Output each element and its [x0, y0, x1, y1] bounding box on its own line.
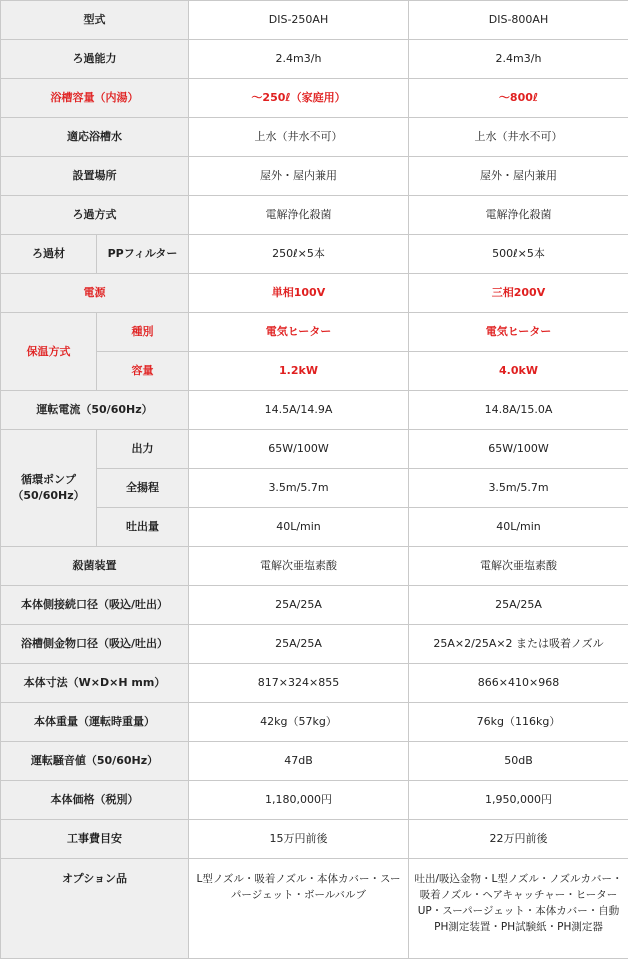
power-value-2: 三相200V	[409, 274, 628, 313]
sterilizer-value-1: 電解次亜塩素酸	[189, 547, 409, 586]
spec-row-current	[1, 391, 628, 430]
construction-label: 工事費目安	[1, 820, 189, 859]
tub-port-label: 浴槽側金物口径（吸込/吐出）	[1, 625, 189, 664]
pump-output-label: 出力	[97, 430, 189, 469]
weight-value-1: 42kg（57kg）	[189, 703, 409, 742]
current-label: 運転電流（50/60Hz）	[1, 391, 189, 430]
dimensions-value-1: 817×324×855	[189, 664, 409, 703]
noise-label: 運転騒音値（50/60Hz）	[1, 742, 189, 781]
capacity-value-2: ～800ℓ	[409, 79, 628, 118]
spec-row-model	[1, 1, 628, 40]
pump-head-label: 全揚程	[97, 469, 189, 508]
body-port-label: 本体側接続口径（吸込/吐出）	[1, 586, 189, 625]
spec-row-body-port	[1, 586, 628, 625]
spec-row-noise	[1, 742, 628, 781]
filtration-value-1: 2.4m3/h	[189, 40, 409, 79]
model-2: DIS-800AH	[409, 1, 628, 40]
install-label: 設置場所	[1, 157, 189, 196]
noise-value-1: 47dB	[189, 742, 409, 781]
construction-value-2: 22万円前後	[409, 820, 628, 859]
spec-row-price	[1, 781, 628, 820]
pump-label-line2: （50/60Hz）	[12, 489, 85, 502]
model-label: 型式	[1, 1, 189, 40]
power-label: 電源	[1, 274, 189, 313]
spec-row-media	[1, 235, 628, 274]
media-sub-label: PPフィルター	[97, 235, 189, 274]
spec-row-pump-output	[1, 430, 628, 469]
spec-row-weight	[1, 703, 628, 742]
spec-row-dimensions	[1, 664, 628, 703]
price-value-1: 1,180,000円	[189, 781, 409, 820]
pump-label-line1: 循環ポンプ	[21, 473, 76, 486]
body-port-value-1: 25A/25A	[189, 586, 409, 625]
sterilizer-value-2: 電解次亜塩素酸	[409, 547, 628, 586]
noise-value-2: 50dB	[409, 742, 628, 781]
spec-row-tub-port	[1, 625, 628, 664]
pump-output-value-2: 65W/100W	[409, 430, 628, 469]
price-value-2: 1,950,000円	[409, 781, 628, 820]
pump-head-value-1: 3.5m/5.7m	[189, 469, 409, 508]
method-value-1: 電解浄化殺菌	[189, 196, 409, 235]
options-label: オプション品	[1, 859, 189, 959]
method-label: ろ過方式	[1, 196, 189, 235]
pump-flow-value-2: 40L/min	[409, 508, 628, 547]
spec-row-power	[1, 274, 628, 313]
construction-value-1: 15万円前後	[189, 820, 409, 859]
capacity-label: 浴槽容量（内湯）	[1, 79, 189, 118]
pump-head-value-2: 3.5m/5.7m	[409, 469, 628, 508]
water-value-1: 上水（井水不可）	[189, 118, 409, 157]
spec-row-options	[1, 859, 628, 959]
heating-type-label: 種別	[97, 313, 189, 352]
tub-port-value-1: 25A/25A	[189, 625, 409, 664]
spec-row-heating-type	[1, 313, 628, 352]
capacity-value-1: ～250ℓ（家庭用）	[189, 79, 409, 118]
spec-row-water	[1, 118, 628, 157]
water-value-2: 上水（井水不可）	[409, 118, 628, 157]
model-1: DIS-250AH	[189, 1, 409, 40]
spec-row-sterilizer	[1, 547, 628, 586]
dimensions-value-2: 866×410×968	[409, 664, 628, 703]
media-value-2: 500ℓ×5本	[409, 235, 628, 274]
heating-cap-value-1: 1.2kW	[189, 352, 409, 391]
heating-label: 保温方式	[1, 313, 97, 391]
heating-type-value-2: 電気ヒーター	[409, 313, 628, 352]
power-value-1: 単相100V	[189, 274, 409, 313]
pump-flow-label: 吐出量	[97, 508, 189, 547]
current-value-1: 14.5A/14.9A	[189, 391, 409, 430]
heating-cap-value-2: 4.0kW	[409, 352, 628, 391]
options-value-2: 吐出/吸込金物・L型ノズル・ノズルカバー・吸着ノズル・ヘアキャッチャー・ヒーターUP・スーパージェット・本体カバー・自動PH測定装置・PH試験紙・PH測定器	[409, 859, 628, 959]
current-value-2: 14.8A/15.0A	[409, 391, 628, 430]
price-label: 本体価格（税別）	[1, 781, 189, 820]
media-value-1: 250ℓ×5本	[189, 235, 409, 274]
filtration-label: ろ過能力	[1, 40, 189, 79]
heating-cap-label: 容量	[97, 352, 189, 391]
dimensions-label: 本体寸法（W×D×H mm）	[1, 664, 189, 703]
media-label: ろ過材	[1, 235, 97, 274]
weight-label: 本体重量（運転時重量）	[1, 703, 189, 742]
sterilizer-label: 殺菌装置	[1, 547, 189, 586]
filtration-value-2: 2.4m3/h	[409, 40, 628, 79]
spec-row-method	[1, 196, 628, 235]
pump-flow-value-1: 40L/min	[189, 508, 409, 547]
water-label: 適応浴槽水	[1, 118, 189, 157]
method-value-2: 電解浄化殺菌	[409, 196, 628, 235]
spec-row-construction	[1, 820, 628, 859]
spec-row-install	[1, 157, 628, 196]
spec-row-filtration	[1, 40, 628, 79]
tub-port-value-2: 25A×2/25A×2 または吸着ノズル	[409, 625, 628, 664]
install-value-2: 屋外・屋内兼用	[409, 157, 628, 196]
body-port-value-2: 25A/25A	[409, 586, 628, 625]
install-value-1: 屋外・屋内兼用	[189, 157, 409, 196]
weight-value-2: 76kg（116kg）	[409, 703, 628, 742]
spec-row-capacity	[1, 79, 628, 118]
heating-type-value-1: 電気ヒーター	[189, 313, 409, 352]
pump-label	[1, 430, 97, 547]
pump-output-value-1: 65W/100W	[189, 430, 409, 469]
options-value-1: L型ノズル・吸着ノズル・本体カバー・スーパージェット・ボールバルブ	[189, 859, 409, 959]
